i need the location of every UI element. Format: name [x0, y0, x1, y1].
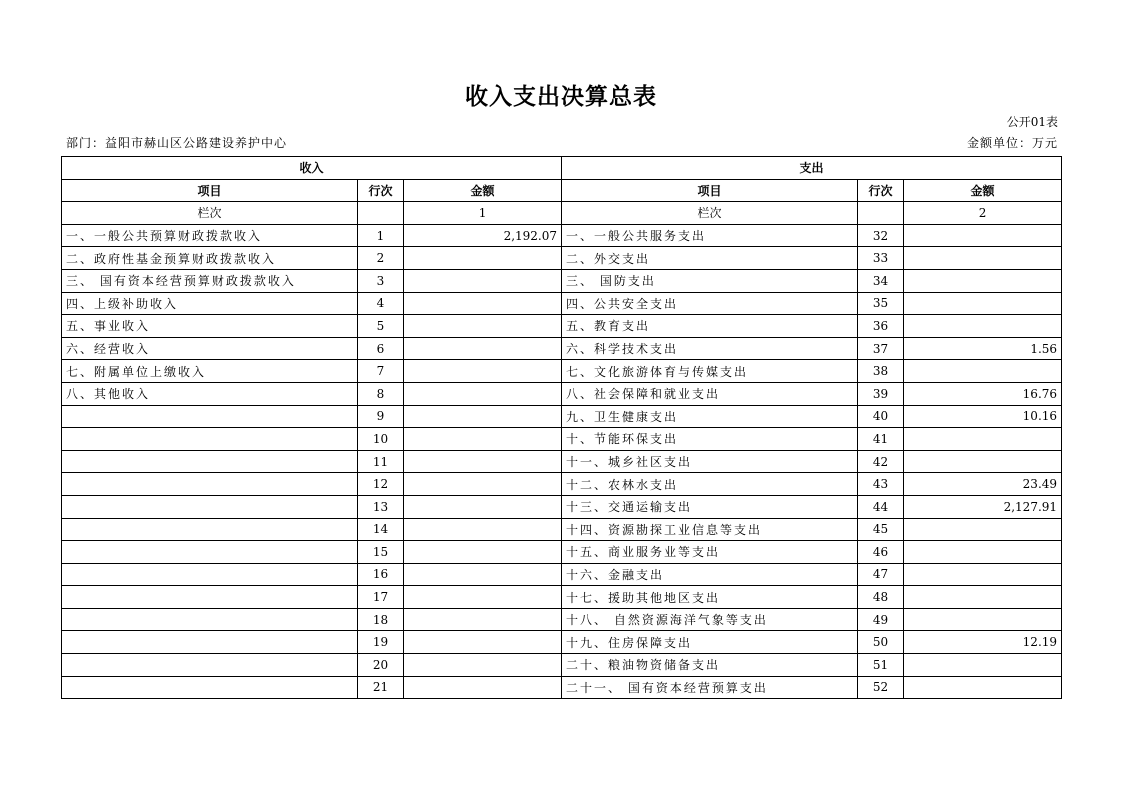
expense-item-cell: 十五、商业服务业等支出: [562, 541, 858, 564]
table-row: [62, 315, 1062, 338]
expense-row-no-cell: 42: [858, 450, 904, 473]
expense-item-cell: 十三、交通运输支出: [562, 495, 858, 518]
expense-amount-cell: [904, 315, 1062, 338]
expense-item-cell: 三、 国防支出: [562, 269, 858, 292]
expense-row-no-cell: 46: [858, 541, 904, 564]
income-expense-table: [61, 156, 1062, 699]
table-row: [62, 247, 1062, 270]
income-item-cell: [62, 473, 358, 496]
income-item-cell: [62, 518, 358, 541]
table-row: [62, 382, 1062, 405]
income-row-no-cell: 2: [358, 247, 404, 270]
table-body: [62, 224, 1062, 698]
table-row: [62, 495, 1062, 518]
expense-row-no-cell: 37: [858, 337, 904, 360]
income-column-index: 1: [404, 202, 562, 225]
income-amount-cell: [404, 315, 562, 338]
expense-row-no-cell: 45: [858, 518, 904, 541]
expense-item-cell: 十八、 自然资源海洋气象等支出: [562, 608, 858, 631]
expense-amount-cell: [904, 654, 1062, 677]
expense-amount-cell: [904, 586, 1062, 609]
expense-amount-cell: 10.16: [904, 405, 1062, 428]
expense-amount-cell: [904, 608, 1062, 631]
expense-amount-header: 金额: [904, 179, 1062, 202]
expense-lanci-label: 栏次: [562, 202, 858, 225]
income-amount-cell: [404, 269, 562, 292]
income-lanci-blank: [358, 202, 404, 225]
income-item-cell: 八、其他收入: [62, 382, 358, 405]
expense-amount-cell: [904, 224, 1062, 247]
expense-amount-cell: [904, 541, 1062, 564]
expense-row-no-cell: 39: [858, 382, 904, 405]
expense-row-no-cell: 44: [858, 495, 904, 518]
expense-amount-cell: [904, 292, 1062, 315]
expense-amount-cell: [904, 518, 1062, 541]
income-amount-cell: [404, 473, 562, 496]
expense-item-cell: 二、外交支出: [562, 247, 858, 270]
expense-column-index: 2: [904, 202, 1062, 225]
income-amount-cell: [404, 676, 562, 699]
expense-amount-cell: [904, 428, 1062, 451]
table-row: [62, 586, 1062, 609]
income-item-cell: [62, 586, 358, 609]
expense-item-cell: 八、社会保障和就业支出: [562, 382, 858, 405]
table-row: [62, 269, 1062, 292]
expense-row-no-cell: 50: [858, 631, 904, 654]
expense-amount-cell: 16.76: [904, 382, 1062, 405]
income-amount-cell: [404, 450, 562, 473]
table-row: [62, 224, 1062, 247]
income-amount-cell: [404, 247, 562, 270]
income-item-cell: 五、事业收入: [62, 315, 358, 338]
income-row-no-cell: 14: [358, 518, 404, 541]
income-item-cell: 一、一般公共预算财政拨款收入: [62, 224, 358, 247]
table-row: [62, 518, 1062, 541]
income-lanci-label: 栏次: [62, 202, 358, 225]
expense-item-cell: 十四、资源勘探工业信息等支出: [562, 518, 858, 541]
expense-lanci-blank: [858, 202, 904, 225]
income-row-no-cell: 18: [358, 608, 404, 631]
income-amount-cell: [404, 541, 562, 564]
income-section-header: 收入: [62, 157, 562, 180]
expense-row-no-cell: 35: [858, 292, 904, 315]
expense-row-no-cell: 36: [858, 315, 904, 338]
income-row-no-header: 行次: [358, 179, 404, 202]
table-row: [62, 292, 1062, 315]
income-item-cell: [62, 450, 358, 473]
income-row-no-cell: 19: [358, 631, 404, 654]
income-item-cell: 六、经营收入: [62, 337, 358, 360]
income-amount-header: 金额: [404, 179, 562, 202]
column-header-row: [62, 179, 1062, 202]
department-label: 部门：益阳市赫山区公路建设养护中心: [66, 136, 288, 150]
expense-amount-cell: [904, 563, 1062, 586]
income-item-cell: 二、政府性基金预算财政拨款收入: [62, 247, 358, 270]
income-row-no-cell: 15: [358, 541, 404, 564]
income-item-cell: [62, 428, 358, 451]
table-row: [62, 563, 1062, 586]
table-row: [62, 631, 1062, 654]
expense-amount-cell: 2,127.91: [904, 495, 1062, 518]
table-row: [62, 473, 1062, 496]
expense-row-no-cell: 52: [858, 676, 904, 699]
income-item-cell: 四、上级补助收入: [62, 292, 358, 315]
expense-row-no-cell: 40: [858, 405, 904, 428]
income-row-no-cell: 12: [358, 473, 404, 496]
income-amount-cell: [404, 586, 562, 609]
expense-row-no-cell: 47: [858, 563, 904, 586]
expense-row-no-cell: 43: [858, 473, 904, 496]
expense-amount-cell: [904, 269, 1062, 292]
expense-amount-cell: [904, 450, 1062, 473]
income-amount-cell: [404, 360, 562, 383]
table-row: [62, 676, 1062, 699]
expense-row-no-cell: 51: [858, 654, 904, 677]
expense-row-no-cell: 34: [858, 269, 904, 292]
income-row-no-cell: 3: [358, 269, 404, 292]
income-row-no-cell: 4: [358, 292, 404, 315]
expense-amount-cell: 12.19: [904, 631, 1062, 654]
expense-item-cell: 九、卫生健康支出: [562, 405, 858, 428]
page-title: 收入支出决算总表: [465, 84, 657, 110]
income-row-no-cell: 10: [358, 428, 404, 451]
expense-item-cell: 十二、农林水支出: [562, 473, 858, 496]
expense-section-header: 支出: [562, 157, 1062, 180]
income-amount-cell: 2,192.07: [404, 224, 562, 247]
income-amount-cell: [404, 631, 562, 654]
income-item-cell: 三、 国有资本经营预算财政拨款收入: [62, 269, 358, 292]
expense-item-cell: 十七、援助其他地区支出: [562, 586, 858, 609]
income-item-cell: [62, 654, 358, 677]
expense-item-cell: 二十一、 国有资本经营预算支出: [562, 676, 858, 699]
expense-item-cell: 十一、城乡社区支出: [562, 450, 858, 473]
income-row-no-cell: 13: [358, 495, 404, 518]
income-item-cell: [62, 631, 358, 654]
expense-amount-cell: [904, 247, 1062, 270]
expense-row-no-cell: 41: [858, 428, 904, 451]
expense-item-header: 项目: [562, 179, 858, 202]
income-amount-cell: [404, 405, 562, 428]
income-item-cell: [62, 563, 358, 586]
table-row: [62, 428, 1062, 451]
form-number: 公开01表: [1006, 115, 1058, 129]
income-row-no-cell: 17: [358, 586, 404, 609]
income-item-cell: 七、附属单位上缴收入: [62, 360, 358, 383]
income-row-no-cell: 9: [358, 405, 404, 428]
table-row: [62, 541, 1062, 564]
expense-item-cell: 十、节能环保支出: [562, 428, 858, 451]
table-row: [62, 405, 1062, 428]
income-row-no-cell: 6: [358, 337, 404, 360]
table-row: [62, 337, 1062, 360]
expense-item-cell: 五、教育支出: [562, 315, 858, 338]
income-amount-cell: [404, 654, 562, 677]
expense-item-cell: 二十、粮油物资储备支出: [562, 654, 858, 677]
income-row-no-cell: 20: [358, 654, 404, 677]
expense-item-cell: 六、科学技术支出: [562, 337, 858, 360]
expense-row-no-header: 行次: [858, 179, 904, 202]
income-amount-cell: [404, 337, 562, 360]
income-item-cell: [62, 608, 358, 631]
expense-row-no-cell: 49: [858, 608, 904, 631]
income-item-cell: [62, 495, 358, 518]
income-amount-cell: [404, 292, 562, 315]
amount-unit-label: 金额单位：万元: [966, 136, 1058, 150]
income-amount-cell: [404, 518, 562, 541]
income-row-no-cell: 7: [358, 360, 404, 383]
income-amount-cell: [404, 563, 562, 586]
income-row-no-cell: 5: [358, 315, 404, 338]
table-row: [62, 654, 1062, 677]
expense-row-no-cell: 33: [858, 247, 904, 270]
expense-row-no-cell: 32: [858, 224, 904, 247]
income-row-no-cell: 11: [358, 450, 404, 473]
table-row: [62, 608, 1062, 631]
expense-item-cell: 一、一般公共服务支出: [562, 224, 858, 247]
income-amount-cell: [404, 608, 562, 631]
table-row: [62, 450, 1062, 473]
income-row-no-cell: 8: [358, 382, 404, 405]
income-row-no-cell: 16: [358, 563, 404, 586]
income-row-no-cell: 21: [358, 676, 404, 699]
expense-amount-cell: [904, 676, 1062, 699]
expense-item-cell: 七、文化旅游体育与传媒支出: [562, 360, 858, 383]
expense-amount-cell: [904, 360, 1062, 383]
income-amount-cell: [404, 495, 562, 518]
income-item-cell: [62, 405, 358, 428]
section-header-row: [62, 157, 1062, 180]
expense-row-no-cell: 38: [858, 360, 904, 383]
expense-amount-cell: 1.56: [904, 337, 1062, 360]
expense-item-cell: 十六、金融支出: [562, 563, 858, 586]
expense-amount-cell: 23.49: [904, 473, 1062, 496]
income-item-cell: [62, 676, 358, 699]
expense-item-cell: 四、公共安全支出: [562, 292, 858, 315]
income-row-no-cell: 1: [358, 224, 404, 247]
income-amount-cell: [404, 382, 562, 405]
income-item-cell: [62, 541, 358, 564]
table-row: [62, 360, 1062, 383]
income-amount-cell: [404, 428, 562, 451]
column-index-row: [62, 202, 1062, 225]
expense-item-cell: 十九、住房保障支出: [562, 631, 858, 654]
income-item-header: 项目: [62, 179, 358, 202]
expense-row-no-cell: 48: [858, 586, 904, 609]
